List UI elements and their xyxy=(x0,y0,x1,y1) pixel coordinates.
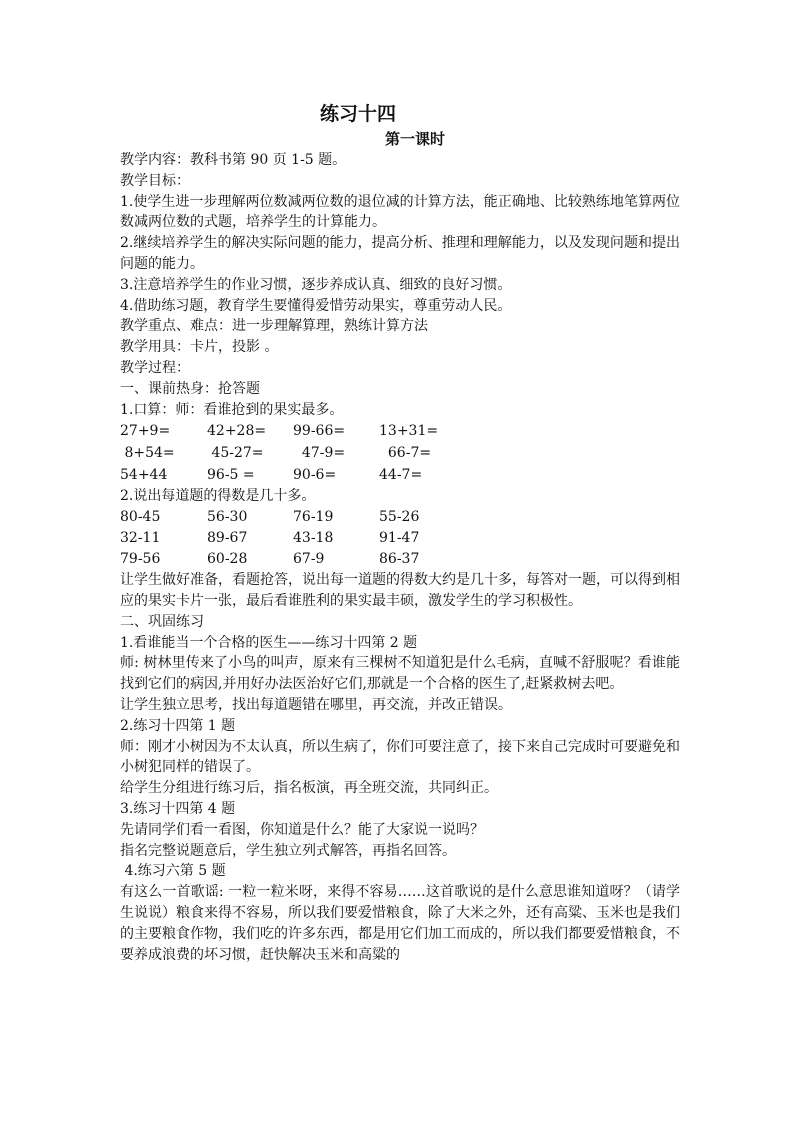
oral-calc-grid xyxy=(120,420,680,486)
estimate-row xyxy=(120,507,680,528)
calc-item: 44-7= xyxy=(379,467,423,484)
calc-item: 8+54= xyxy=(120,445,175,462)
exercise-2-heading: 2.练习十四第 1 题 xyxy=(120,717,236,734)
exercise-1-heading: 1.看谁能当一个合格的医生——练习十四第 2 题 xyxy=(120,634,418,651)
oral-calc-row xyxy=(120,420,680,442)
oral-calc-row xyxy=(120,464,680,486)
goal-4: 4.借助练习题，教育学生要懂得爱惜劳动果实，尊重劳动人民。 xyxy=(120,297,512,314)
body-paragraph: 先请同学们看一看图，你知道是什么？能了大家说一说吗？ xyxy=(120,821,484,838)
estimate-item: 60-28 xyxy=(207,551,248,568)
body-paragraph: 有这么一首歌谣: 一粒一粒米呀，来得不容易……这首歌说的是什么意思谁知道呀？（请学生说说）粮食来得不容易，所以我们要爱惜粮食，除了大米之外，还有高粱、玉米也是我们的主要粮食作物，我们吃的许多东西，都是用它们加工而成的，所以我们都要爱惜粮食，不要养成浪费的坏习惯，赶快解决玉米和高粱的 xyxy=(120,884,680,963)
calc-item: 42+28= xyxy=(207,423,267,440)
estimate-item: 76-19 xyxy=(293,509,334,526)
estimate-item: 32-11 xyxy=(120,530,161,547)
teaching-tools: 教学用具：卡片，投影 。 xyxy=(120,339,279,356)
section-2-heading: 二、巩固练习 xyxy=(120,613,204,630)
exercise-3-heading: 3.练习十四第 4 题 xyxy=(120,800,236,817)
estimate-grid xyxy=(120,507,680,570)
body-paragraph: 指名完整说题意后，学生独立列式解答，再指名回答。 xyxy=(120,842,456,859)
calc-item: 99-66= xyxy=(293,423,346,440)
body-paragraph: 让学生独立思考，找出每道题错在哪里，再交流，并改正错误。 xyxy=(120,696,512,713)
estimate-row xyxy=(120,528,680,549)
estimate-row xyxy=(120,549,680,570)
estimate-item: 80-45 xyxy=(120,509,161,526)
estimate-label: 2.说出每道题的得数是几十多。 xyxy=(120,488,316,505)
estimate-item: 55-26 xyxy=(379,509,420,526)
calc-item: 13+31= xyxy=(379,423,439,440)
calc-item: 27+9= xyxy=(120,423,171,440)
goal-3: 3.注意培养学生的作业习惯，逐步养成认真、细致的良好习惯。 xyxy=(120,276,512,293)
body-paragraph: 师：刚才小树因为不太认真，所以生病了，你们可要注意了，接下来自己完成时可要避免和小树犯同样的错误了。 xyxy=(120,738,680,776)
goal-1: 1.使学生进一步理解两位数减两位数的退位减的计算方法，能正确地、比较熟练地笔算两位数减两位数的式题，培养学生的计算能力。 xyxy=(120,193,680,231)
oral-calc-row xyxy=(120,442,680,464)
process-label: 教学过程： xyxy=(120,359,190,376)
key-points: 教学重点、难点：进一步理解算理，熟练计算方法 xyxy=(120,318,428,335)
document-page xyxy=(120,100,680,965)
calc-item: 90-6= xyxy=(293,467,337,484)
body-paragraph: 让学生做好准备，看题抢答，说出每一道题的得数大约是几十多，每答对一题，可以得到相应的果实卡片一张，最后看谁胜利的果实最丰硕，激发学生的学习积极性。 xyxy=(120,572,680,609)
estimate-item: 56-30 xyxy=(207,509,248,526)
calc-item: 45-27= xyxy=(207,445,264,462)
estimate-item: 79-56 xyxy=(120,551,161,568)
teaching-content: 教学内容：教科书第 90 页 1-5 题。 xyxy=(120,152,347,168)
calc-item: 96-5 = xyxy=(207,467,255,484)
exercise-4-heading: 4.练习六第 5 题 xyxy=(120,863,226,880)
estimate-item: 43-18 xyxy=(293,530,334,547)
calc-item: 66-7= xyxy=(379,445,432,462)
goal-2: 2.继续培养学生的解决实际问题的能力，提高分析、推理和理解能力，以及发现问题和提出问题的能力。 xyxy=(120,235,680,272)
oral-calc-label: 1.口算：师：看谁抢到的果实最多。 xyxy=(120,401,344,418)
estimate-item: 67-9 xyxy=(293,551,325,568)
section-1-heading: 一、课前热身：抢答题 xyxy=(120,380,260,397)
calc-item: 54+44 xyxy=(120,467,168,484)
body-paragraph: 师: 树林里传来了小鸟的叫声，原来有三棵树不知道犯是什么毛病，直喊不舒服呢？看谁能找到它们的病因,并用好办法医治好它们,那就是一个合格的医生了,赶紧救树去吧。 xyxy=(120,655,680,693)
document-title: 练习十四 xyxy=(320,103,397,125)
estimate-item: 91-47 xyxy=(379,530,420,547)
lesson-subtitle: 第一课时 xyxy=(385,130,446,148)
calc-item: 47-9= xyxy=(293,445,346,462)
estimate-item: 86-37 xyxy=(379,551,420,568)
estimate-item: 89-67 xyxy=(207,530,248,547)
teaching-goals-label: 教学目标： xyxy=(120,172,190,189)
body-paragraph: 给学生分组进行练习后，指名板演，再全班交流，共同纠正。 xyxy=(120,780,498,797)
